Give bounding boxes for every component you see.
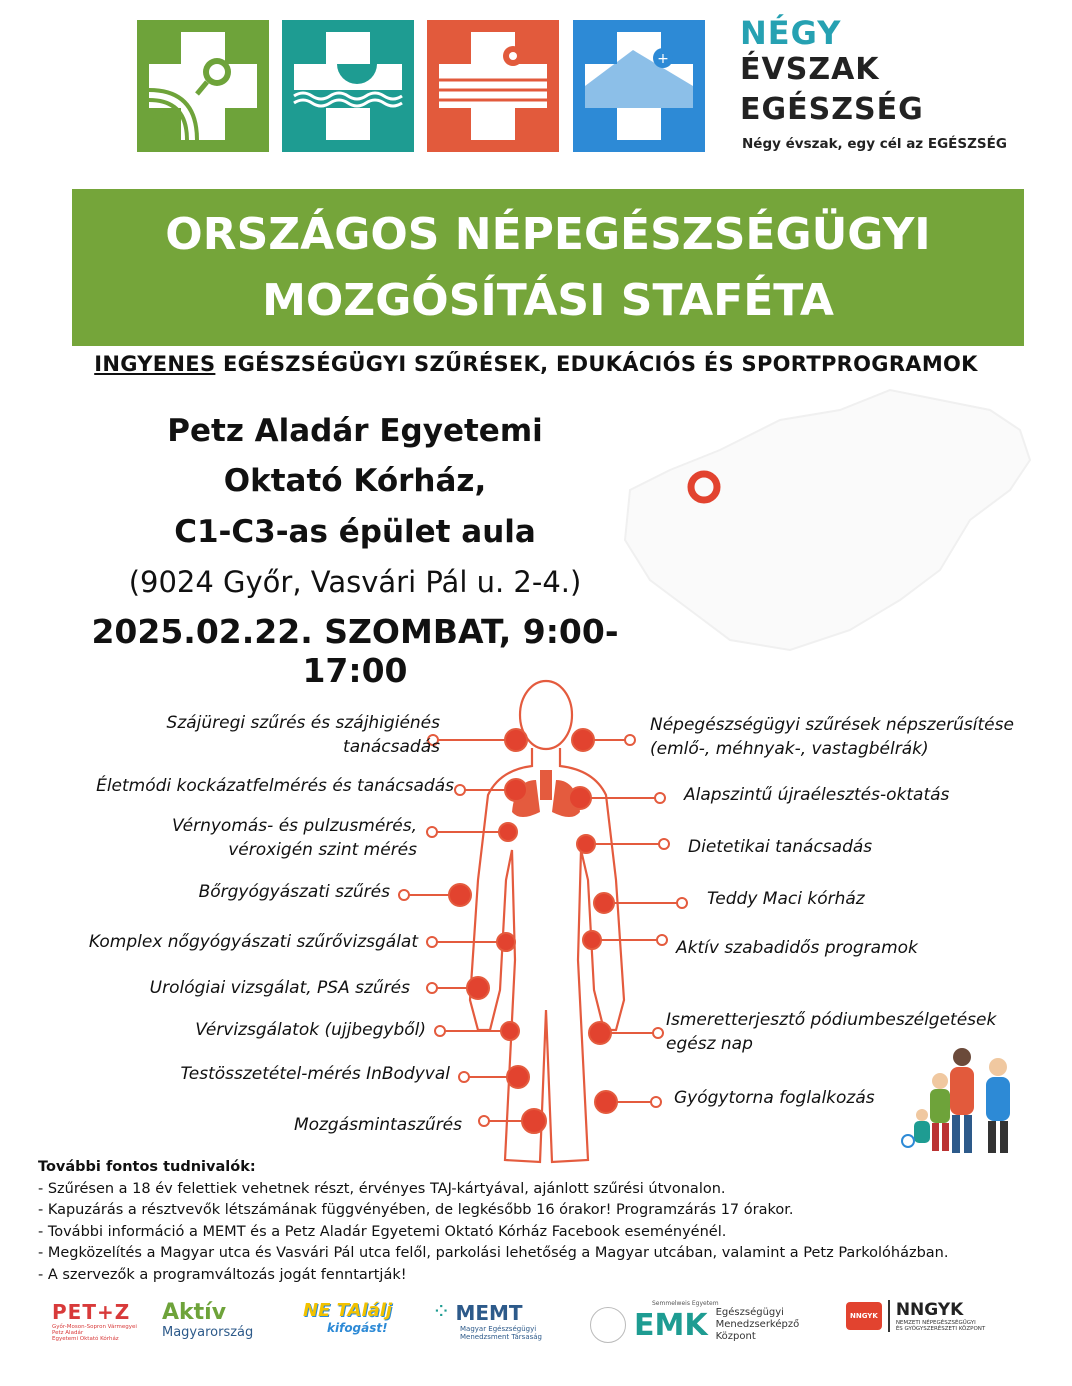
venue-address: (9024 Győr, Vasvári Pál u. 2-4.) xyxy=(128,565,582,599)
nngyk-logo-mark: NNGYK xyxy=(895,1300,964,1320)
service-text: Testösszetétel-mérés InBodyval xyxy=(180,1064,450,1084)
service-inbody xyxy=(90,1062,450,1086)
info-item: - A szervezők a programváltozás jogát fenntartják! xyxy=(38,1266,407,1283)
service-dermatology xyxy=(90,880,390,904)
petz-logo-text: Egyetemi Oktató Kórház xyxy=(52,1336,119,1342)
service-teddy-hospital xyxy=(707,887,1007,911)
nngyk-badge: NNGYK xyxy=(846,1302,882,1330)
info-item: - Szűrésen a 18 év felettiek vehetnek részt, érvényes TAJ-kártyával, ajánlott szűrési útvonalon. xyxy=(38,1180,726,1197)
info-item: - További információ a MEMT és a Petz Aladár Egyetemi Oktató Kórház Facebook eseményénél. xyxy=(38,1223,727,1240)
service-text: Dietetikai tanácsadás xyxy=(688,837,873,857)
emk-logo-text: Központ xyxy=(715,1331,756,1342)
memt-logo-text: Magyar Egészségügyi xyxy=(460,1325,537,1333)
info-item: - Megközelítés a Magyar utca és Vasvári Pál utca felől, parkolási lehetőség a Magyar utcában, valamint a Petz Parkolóházban. xyxy=(38,1245,949,1261)
emk-logo xyxy=(590,1300,830,1362)
brand-line1: NÉGY xyxy=(740,14,842,52)
venue-line3: C1-C3-as épület aula xyxy=(174,514,536,550)
memt-dots-icon: ⁘ xyxy=(432,1300,451,1325)
service-text: tanácsadás xyxy=(343,737,440,757)
petz-logo xyxy=(52,1300,152,1362)
emk-logo-mark: EMK xyxy=(634,1307,708,1343)
service-oral-screening xyxy=(90,711,440,759)
service-blood-test xyxy=(90,1018,426,1042)
family-illustration xyxy=(900,1045,1040,1160)
aktiv-logo-subtext: Magyarország xyxy=(162,1325,254,1340)
neta-logo-text: NE TAlálj xyxy=(303,1300,393,1321)
service-gynecology xyxy=(40,930,418,954)
info-item: - Kapuzárás a résztvevők létszámának függvényében, de legkésőbb 16 órakor! Programzárás 17 órakor. xyxy=(38,1202,794,1218)
nngyk-logo-text: ÉS GYÓGYSZERÉSZETI KÖZPONT xyxy=(895,1326,986,1332)
brand-line2: ÉVSZAK xyxy=(740,52,880,87)
service-cancer-screening-promo xyxy=(650,713,1060,761)
service-lifestyle-risk xyxy=(40,774,454,798)
nngyk-logo xyxy=(846,1300,1046,1362)
human-body-outline xyxy=(470,681,624,1162)
banner-line2: MOZGÓSÍTÁSI STAFÉTA xyxy=(262,275,834,326)
emk-logo-text: Egészségügyi xyxy=(715,1307,784,1318)
venue-line1: Petz Aladár Egyetemi xyxy=(167,413,543,449)
info-section xyxy=(38,1157,1038,1286)
brand-line3: EGÉSZSÉG xyxy=(740,92,924,127)
svg-text:+: + xyxy=(657,51,669,67)
service-dietetics xyxy=(688,835,988,859)
petz-logo-text: Győr-Moson-Sopron Vármegyei xyxy=(52,1324,137,1330)
aktiv-logo-text: Aktív xyxy=(162,1300,227,1325)
service-text: véroxigén szint mérés xyxy=(228,840,417,860)
service-urology xyxy=(90,976,410,1000)
service-movement-screening xyxy=(90,1113,462,1137)
service-text: egész nap xyxy=(666,1034,753,1054)
seal-icon xyxy=(590,1307,626,1343)
subtitle-rest: EGÉSZSÉGÜGYI SZŰRÉSEK, EDUKÁCIÓS ÉS SPORTPROGRAMOK xyxy=(215,352,978,376)
service-text: Életmódi kockázatfelmérés és tanácsadás xyxy=(96,776,454,796)
service-text: Alapszintű újraélesztés-oktatás xyxy=(684,785,950,805)
neta-logo-subtext: kifogást! xyxy=(327,1321,388,1335)
event-datetime: 2025.02.22. SZOMBAT, 9:00-17:00 xyxy=(91,612,619,690)
info-heading: További fontos tudnivalók: xyxy=(38,1159,256,1175)
service-text: Aktív szabadidős programok xyxy=(676,938,918,958)
service-text: Népegészségügyi szűrések népszerűsítése xyxy=(650,715,1014,735)
service-text: Bőrgyógyászati szűrés xyxy=(198,882,390,902)
brand-tagline: Négy évszak, egy cél az EGÉSZSÉG xyxy=(742,136,1007,152)
subtitle-free: INGYENES xyxy=(94,352,216,376)
service-text: Teddy Maci kórház xyxy=(707,889,865,909)
memt-logo-text: Menedzsment Társaság xyxy=(460,1333,542,1341)
service-text: Gyógytorna foglalkozás xyxy=(674,1088,875,1108)
service-text: Szájüregi szűrés és szájhigiénés xyxy=(166,713,440,733)
nngyk-logo-text: NEMZETI NÉPEGÉSZSÉGÜGYI xyxy=(895,1320,976,1326)
service-text: Urológiai vizsgálat, PSA szűrés xyxy=(149,978,410,998)
netalalj-logo xyxy=(303,1300,419,1362)
petz-logo-text: Petz Aladár xyxy=(52,1330,84,1336)
emk-logo-toptext: Semmelweis Egyetem xyxy=(652,1300,719,1307)
service-text: Vérnyomás- és pulzusmérés, xyxy=(172,816,417,836)
venue-line2: Oktató Kórház, xyxy=(223,463,487,499)
service-text: Komplex nőgyógyászati szűrővizsgálat xyxy=(88,932,418,952)
emk-logo-text: Menedzserképző xyxy=(715,1319,800,1330)
petz-logo-mark: PET+Z xyxy=(52,1300,131,1324)
banner-line1: ORSZÁGOS NÉPEGÉSZSÉGÜGYI xyxy=(165,209,931,260)
memt-logo xyxy=(432,1300,582,1362)
memt-logo-mark: MEMT xyxy=(455,1300,523,1325)
aktiv-magyarorszag-logo xyxy=(162,1300,287,1362)
service-text: (emlő-, méhnyak-, vastagbélrák) xyxy=(650,739,929,759)
service-cpr-training xyxy=(684,783,1004,807)
service-blood-pressure xyxy=(90,814,417,862)
service-text: Vérvizsgálatok (ujjbegyből) xyxy=(195,1020,426,1040)
service-text: Mozgásmintaszűrés xyxy=(293,1115,462,1135)
service-active-leisure xyxy=(676,936,996,960)
service-text: Ismeretterjesztő pódiumbeszélgetések xyxy=(666,1010,997,1030)
